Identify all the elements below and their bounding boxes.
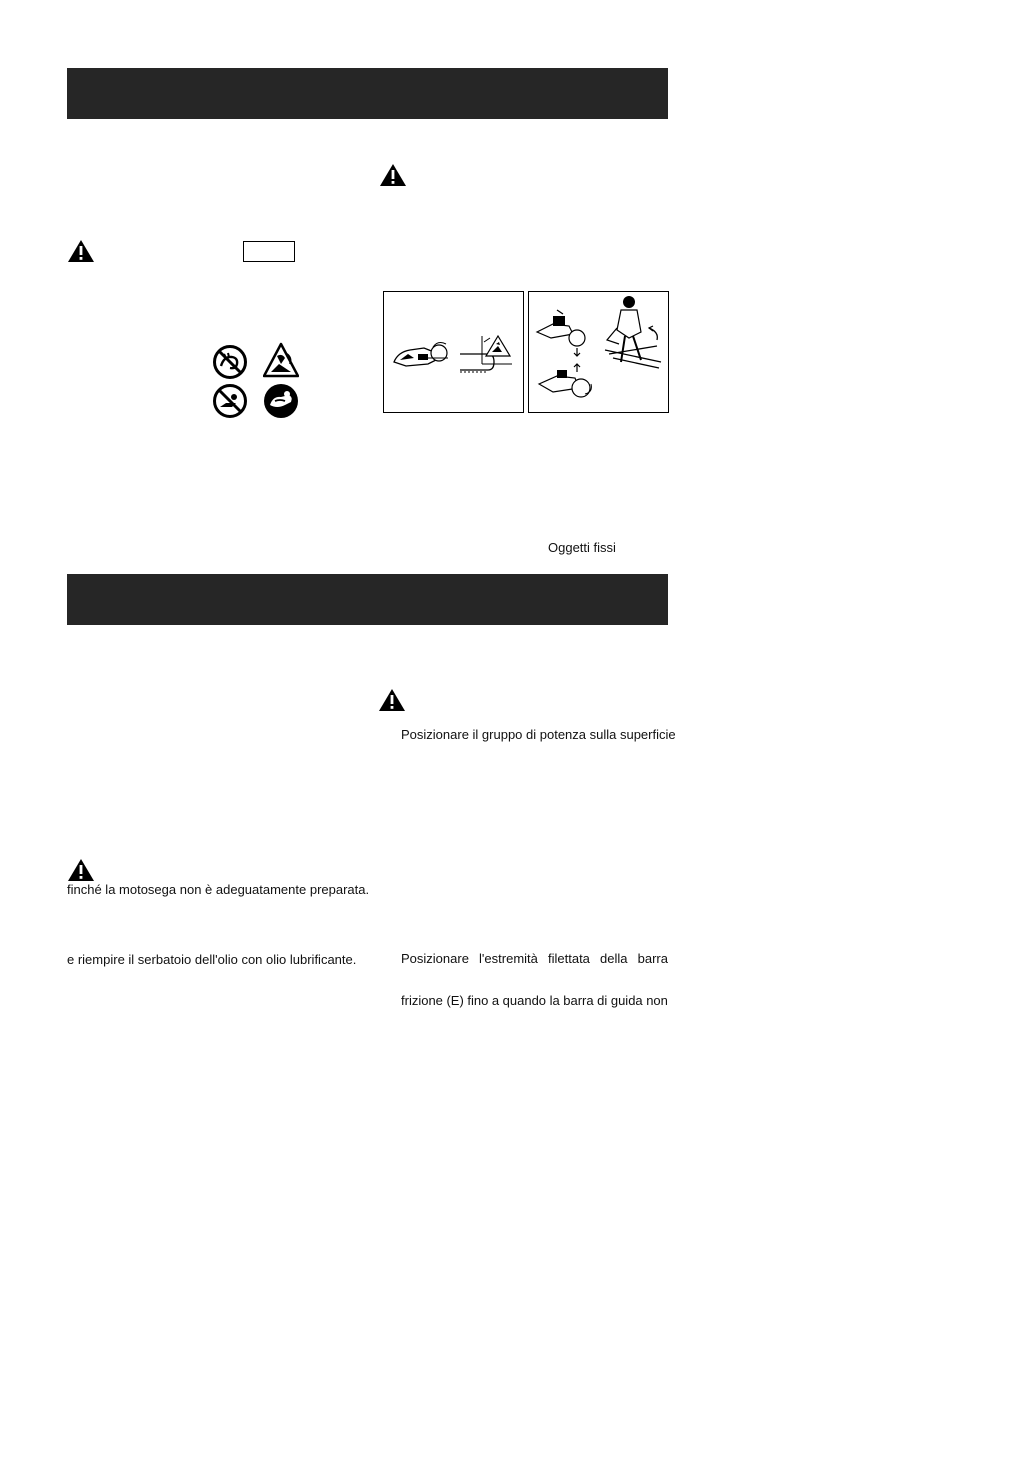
warning-triangle-icon: [379, 163, 407, 187]
warning-triangle-icon: [67, 239, 95, 263]
clutch-line: [401, 993, 668, 1009]
section-header-bar-2: [67, 574, 668, 625]
word: a: [491, 993, 500, 1008]
word: Posizionare: [401, 951, 469, 966]
two-hands-icon: [263, 383, 299, 419]
fill-oil-line: e riempire il serbatoio dell'olio con olio lubrificante.: [67, 952, 357, 967]
warning-triangle-icon: [67, 858, 95, 882]
position-unit-line: Posizionare il gruppo di potenza sulla superficie: [401, 727, 676, 742]
word: quando: [502, 993, 547, 1008]
word: della: [600, 951, 628, 966]
label-box: [243, 241, 295, 262]
word: fino: [467, 993, 489, 1008]
word: frizione: [401, 993, 443, 1008]
word: l'estremità: [479, 951, 538, 966]
kickback-warning-icon: [263, 342, 299, 378]
position-bar-line: [401, 951, 668, 967]
operator-position-illustration: [529, 292, 668, 412]
word: filettata: [548, 951, 590, 966]
kickback-zone-figure: [383, 291, 524, 413]
kickback-zone-illustration: [384, 292, 523, 412]
fixed-objects-caption: Oggetti fissi: [548, 540, 616, 555]
word: guida: [610, 993, 643, 1008]
word: (E): [446, 993, 464, 1008]
word: non: [646, 993, 668, 1008]
no-contact-icon: [212, 383, 248, 419]
operator-position-figure: [528, 291, 669, 413]
not-prepared-line: finché la motosega non è adeguatamente preparata.: [67, 882, 370, 897]
word: barra: [563, 993, 594, 1008]
section-header-bar-1: [67, 68, 668, 119]
warning-triangle-icon: [378, 688, 406, 712]
word: barra: [637, 951, 668, 966]
no-one-hand-icon: [212, 344, 248, 380]
word: la: [549, 993, 560, 1008]
word: di: [597, 993, 608, 1008]
